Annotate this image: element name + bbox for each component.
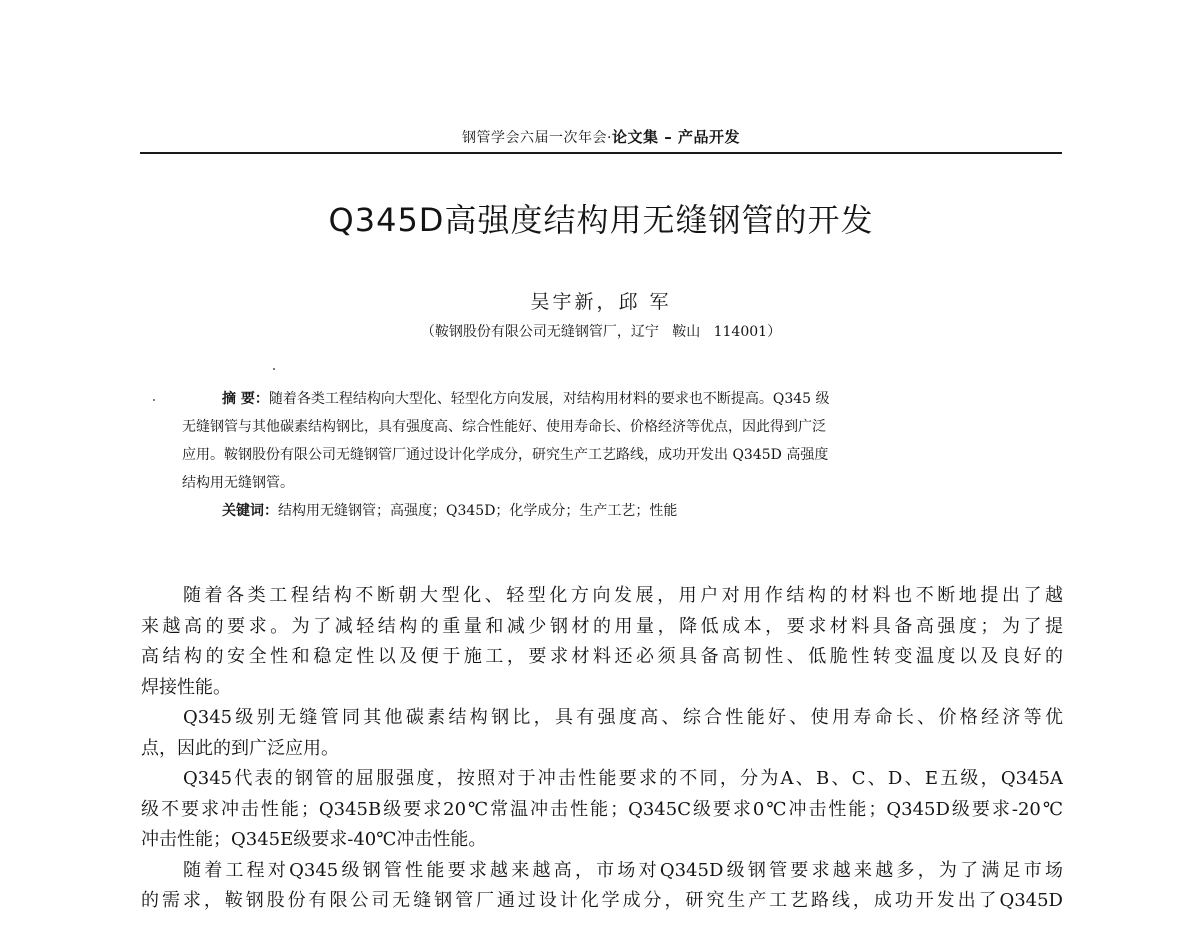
body-line: 冲击性能；Q345E级要求-40℃冲击性能。 <box>141 829 487 850</box>
abstract-line <box>182 385 1032 413</box>
keywords <box>182 497 1032 525</box>
body-line: Q345代表的钢管的屈服强度，按照对于冲击性能要求的不同，分为A、B、C、D、E五级，Q345A <box>183 768 1063 789</box>
abstract-paragraph <box>182 385 1032 497</box>
running-header <box>140 128 1062 147</box>
body-line: 随着各类工程结构不断朝大型化、轻型化方向发展，用户对用作结构的材料也不断地提出了越 <box>183 585 1063 606</box>
body-paragraph <box>141 703 1063 764</box>
body-line: 来越高的要求。为了减轻结构的重量和减少钢材的用量，降低成本，要求材料具备高强度；为了提 <box>141 615 1063 637</box>
body-paragraph <box>141 764 1063 856</box>
body-line: 随着工程对Q345级钢管性能要求越来越高，市场对Q345D级钢管要求越来越多，为了满足市场 <box>183 859 1063 881</box>
abstract-label: 摘 要： <box>222 391 269 407</box>
body-line: 级不要求冲击性能；Q345B级要求20℃常温冲击性能；Q345C级要求0℃冲击性能；Q345D级要求-20℃ <box>141 798 1063 820</box>
authors: 吴宇新，邱 军 <box>530 291 672 313</box>
abstract-line: 结构用无缝钢管。 <box>182 475 294 491</box>
scan-speck <box>273 368 275 370</box>
header-rule <box>140 152 1062 154</box>
body-paragraph <box>141 856 1063 917</box>
body-line: 点，因此的到广泛应用。 <box>141 737 339 759</box>
abstract-text: 随着各类工程结构向大型化、轻型化方向发展，对结构用材料的要求也不断提高。Q345 级 <box>268 391 830 407</box>
body-line: 的需求，鞍钢股份有限公司无缝钢管厂通过设计化学成分，研究生产工艺路线，成功开发出了Q345D <box>141 890 1063 911</box>
body-text <box>141 581 1063 917</box>
body-line: 焊接性能。 <box>141 676 231 698</box>
running-header-section: 论文集 – 产品开发 <box>612 128 740 146</box>
abstract-line: 应用。鞍钢股份有限公司无缝钢管厂通过设计化学成分，研究生产工艺路线，成功开发出 Q345D 高强度 <box>182 447 829 463</box>
body-line: 高结构的安全性和稳定性以及便于施工，要求材料还必须具备高韧性、低脆性转变温度以及良好的 <box>141 646 1063 667</box>
keywords-label: 关键词： <box>222 503 278 519</box>
abstract-line: 无缝钢管与其他碳素结构钢比，具有强度高、综合性能好、使用寿命长、价格经济等优点，因此得到广泛 <box>182 419 826 435</box>
scan-speck <box>153 399 155 401</box>
affiliation: （鞍钢股份有限公司无缝钢管厂，辽宁 鞍山 114001） <box>420 324 782 340</box>
running-header-prefix: 钢管学会六届一次年会· <box>462 130 612 146</box>
keywords-text: 结构用无缝钢管；高强度；Q345D；化学成分；生产工艺；性能 <box>278 503 678 519</box>
body-line: Q345级别无缝管同其他碳素结构钢比，具有强度高、综合性能好、使用寿命长、价格经济等优 <box>183 707 1063 728</box>
body-paragraph <box>141 581 1063 703</box>
abstract <box>182 385 1032 525</box>
paper-title: Q345D高强度结构用无缝钢管的开发 <box>328 201 874 239</box>
